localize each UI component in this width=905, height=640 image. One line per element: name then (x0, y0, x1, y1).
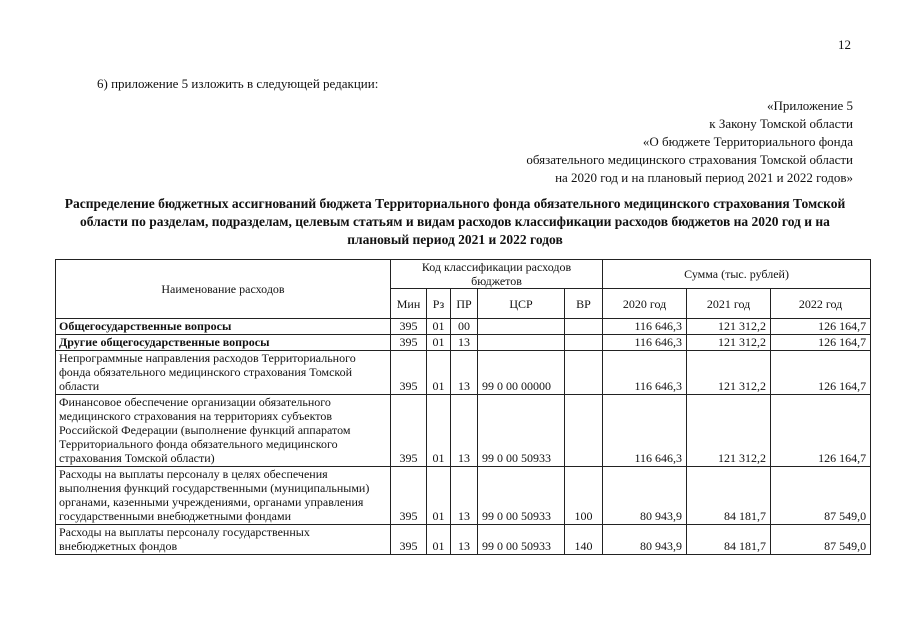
cell-pr: 13 (451, 467, 478, 525)
header-2022: 2022 год (771, 289, 871, 319)
cell-2020: 80 943,9 (603, 467, 687, 525)
cell-rz: 01 (427, 351, 451, 395)
cell-min: 395 (391, 335, 427, 351)
cell-min: 395 (391, 319, 427, 335)
table-row (56, 319, 871, 335)
cell-rz: 01 (427, 335, 451, 351)
cell-2022: 126 164,7 (771, 335, 871, 351)
cell-min: 395 (391, 525, 427, 555)
cell-rz: 01 (427, 395, 451, 467)
table-row (56, 525, 871, 555)
cell-pr: 13 (451, 335, 478, 351)
cell-2020: 116 646,3 (603, 335, 687, 351)
cell-2022: 87 549,0 (771, 467, 871, 525)
table-row (56, 335, 871, 351)
header-pr: ПР (451, 289, 478, 319)
appendix-line: «О бюджете Территориального фонда (642, 134, 853, 149)
header-code-group: Код классификации расходов бюджетов (391, 260, 603, 289)
header-2020: 2020 год (603, 289, 687, 319)
cell-min: 395 (391, 467, 427, 525)
cell-2022: 126 164,7 (771, 319, 871, 335)
cell-min: 395 (391, 351, 427, 395)
cell-rz: 01 (427, 319, 451, 335)
table-row (56, 351, 871, 395)
row-name: Расходы на выплаты персоналу в целях обеспечения выполнения функций государственными (муниципальными) органами, казенными учреждениями, органами управления государственными внебюджетными фондами (56, 467, 391, 525)
cell-vr (565, 319, 603, 335)
appendix-line: «Приложение 5 (766, 98, 853, 113)
row-name: Непрограммные направления расходов Территориального фонда обязательного медицинского страхования Томской области (56, 351, 391, 395)
table-row (56, 395, 871, 467)
cell-rz: 01 (427, 525, 451, 555)
cell-csr: 99 0 00 50933 (478, 467, 565, 525)
cell-2021: 84 181,7 (687, 525, 771, 555)
row-name: Расходы на выплаты персоналу государственных внебюджетных фондов (56, 525, 391, 555)
row-name: Финансовое обеспечение организации обязательного медицинского страхования на территориях субъектов Российской Федерации (выполнение функций аппаратом Территориального фонда обязательного медицинского страхования Томской области) (56, 395, 391, 467)
cell-2021: 84 181,7 (687, 467, 771, 525)
header-sum-group: Сумма (тыс. рублей) (603, 260, 871, 289)
cell-pr: 13 (451, 395, 478, 467)
cell-2021: 121 312,2 (687, 335, 771, 351)
cell-2022: 126 164,7 (771, 351, 871, 395)
cell-2020: 80 943,9 (603, 525, 687, 555)
table-row (56, 467, 871, 525)
cell-pr: 00 (451, 319, 478, 335)
appendix-line: на 2020 год и на плановый период 2021 и 2022 годов» (555, 170, 853, 185)
cell-vr (565, 395, 603, 467)
cell-csr (478, 335, 565, 351)
cell-2022: 126 164,7 (771, 395, 871, 467)
row-name: Другие общегосударственные вопросы (56, 335, 391, 351)
cell-pr: 13 (451, 351, 478, 395)
cell-pr: 13 (451, 525, 478, 555)
header-name: Наименование расходов (56, 260, 391, 319)
cell-2021: 121 312,2 (687, 319, 771, 335)
cell-2020: 116 646,3 (603, 395, 687, 467)
cell-vr: 140 (565, 525, 603, 555)
cell-min: 395 (391, 395, 427, 467)
cell-vr: 100 (565, 467, 603, 525)
row-name: Общегосударственные вопросы (56, 319, 391, 335)
cell-csr: 99 0 00 50933 (478, 395, 565, 467)
appendix-line: обязательного медицинского страхования Томской области (526, 152, 853, 167)
cell-csr: 99 0 00 50933 (478, 525, 565, 555)
budget-table (55, 259, 871, 555)
cell-2021: 121 312,2 (687, 395, 771, 467)
header-rz: Рз (427, 289, 451, 319)
cell-csr: 99 0 00 00000 (478, 351, 565, 395)
appendix-line: к Закону Томской области (709, 116, 853, 131)
cell-rz: 01 (427, 467, 451, 525)
cell-2021: 121 312,2 (687, 351, 771, 395)
cell-2020: 116 646,3 (603, 319, 687, 335)
header-min: Мин (391, 289, 427, 319)
cell-2020: 116 646,3 (603, 351, 687, 395)
document-title: Распределение бюджетных ассигнований бюджета Территориального фонда обязательного медицинского страхования Томской области по разделам, подразделам, целевым статьям и видам расходов классификации расходов бюджетов на 2020 год и на плановый период 2021 и 2022 годов (64, 196, 846, 247)
cell-vr (565, 351, 603, 395)
intro-text: 6) приложение 5 изложить в следующей редакции: (97, 76, 379, 91)
cell-csr (478, 319, 565, 335)
header-2021: 2021 год (687, 289, 771, 319)
page-number: 12 (838, 37, 851, 52)
header-vr: ВР (565, 289, 603, 319)
appendix-reference (526, 97, 853, 187)
cell-vr (565, 335, 603, 351)
header-csr: ЦСР (478, 289, 565, 319)
cell-2022: 87 549,0 (771, 525, 871, 555)
